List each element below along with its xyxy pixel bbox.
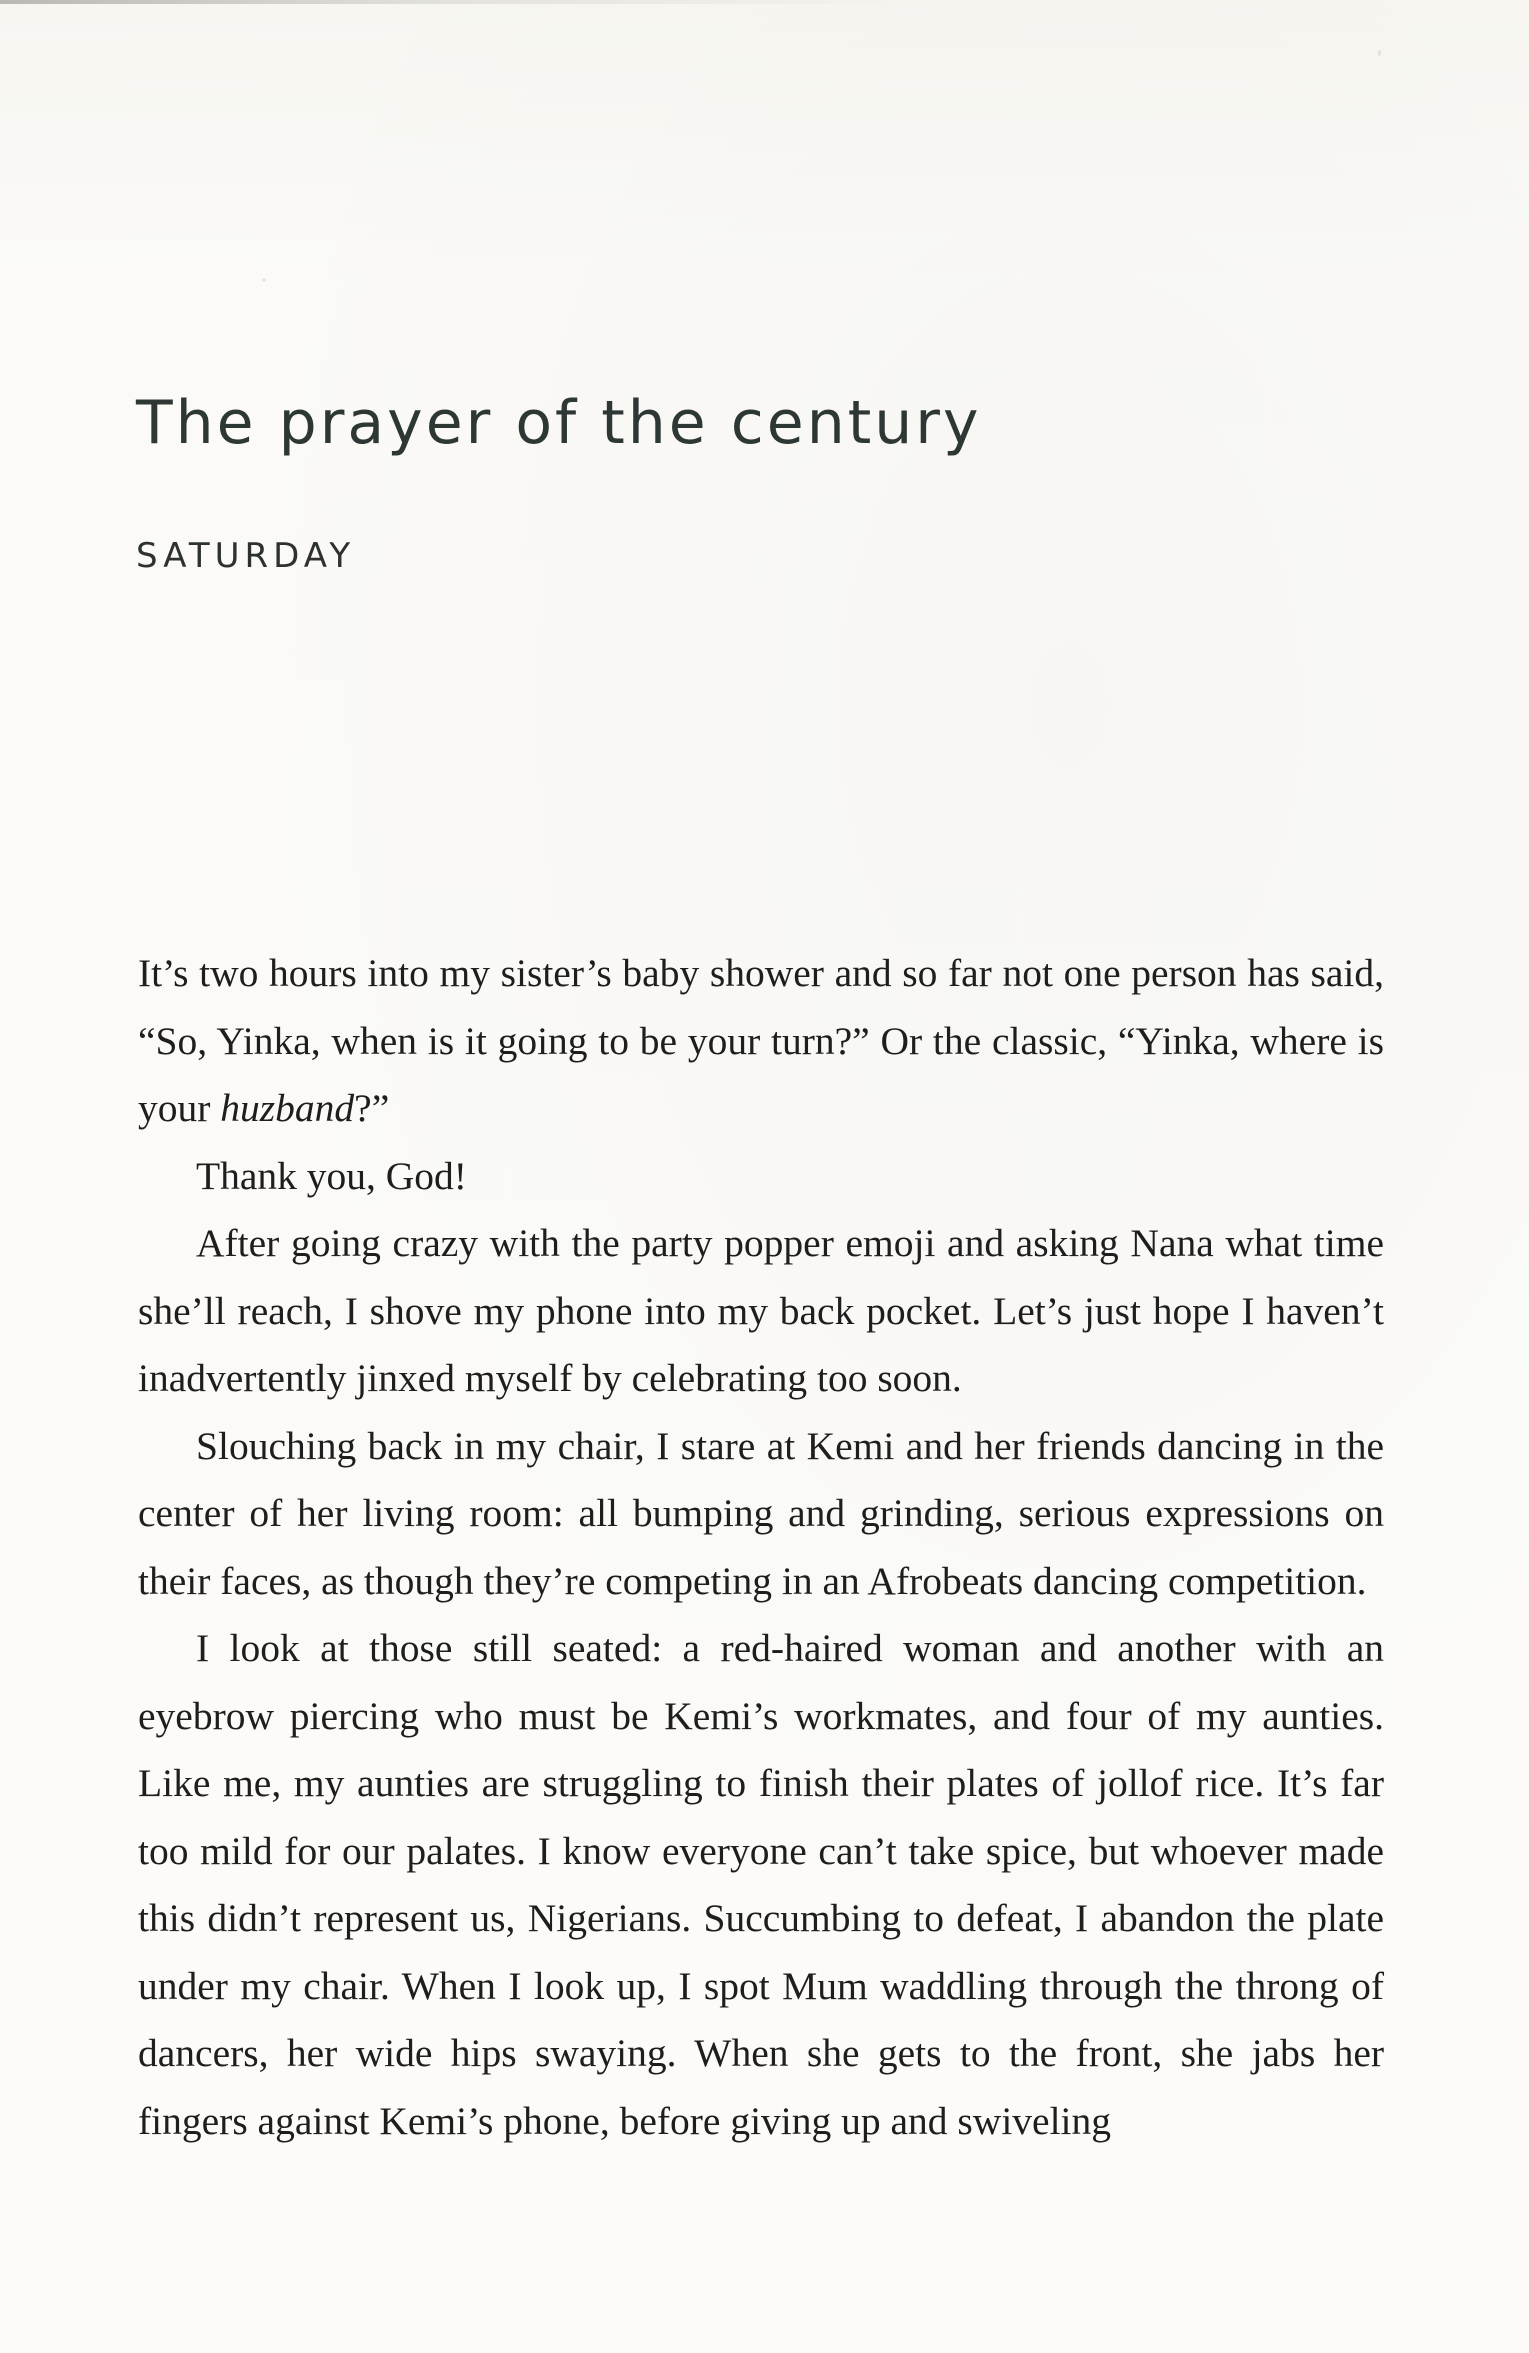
paper-speck bbox=[1378, 50, 1381, 56]
paper-speck bbox=[262, 278, 266, 282]
paragraph-text: After going crazy with the party popper emoji and asking Nana what time she’ll reach, I shove my phone into my back pocket. Let’s just hope I haven’t inadvertently jinxed myself by celebrating too soon. bbox=[138, 1221, 1384, 1400]
paragraph-text: Thank you, God! bbox=[196, 1153, 467, 1198]
chapter-title: The prayer of the century bbox=[136, 388, 982, 458]
paragraph-text: It’s two hours into my sister’s baby shower and so far not one person has said, “So, Yinka, when is it going to be your turn?” Or the classic, “Yinka, where is your bbox=[138, 951, 1384, 1130]
paragraph-text: I look at those still seated: a red-haired woman and another with an eyebrow piercing who must be Kemi’s workmates, and four of my aunties. Like me, my aunties are struggling to finish their plates of jollof rice. It’s far too mild for our palates. I know everyone can’t take spice, but whoever made this didn’t represent us, Nigerians. Succumbing to defeat, I abandon the plate under my chair. When I look up, I spot Mum waddling through the throng of dancers, her wide hips swaying. When she gets to the front, she jabs her fingers against Kemi’s phone, before giving up and swiveling bbox=[138, 1626, 1384, 2143]
body-paragraph bbox=[138, 1615, 1384, 2155]
chapter-body-text bbox=[138, 940, 1384, 2155]
body-paragraph bbox=[138, 1210, 1384, 1413]
page-edge-shadow bbox=[0, 0, 1529, 4]
paragraph-text: Slouching back in my chair, I stare at Kemi and her friends dancing in the center of her living room: all bumping and grinding, serious expressions on their faces, as though they’re competing in an Afrobeats dancing competition. bbox=[138, 1423, 1384, 1603]
body-paragraph bbox=[138, 1413, 1384, 1616]
italic-text: huzband bbox=[220, 1086, 355, 1130]
body-paragraph bbox=[138, 1143, 1384, 1211]
paragraph-text: ?” bbox=[354, 1086, 390, 1130]
body-paragraph bbox=[138, 940, 1384, 1143]
chapter-day-label: SATURDAY bbox=[136, 536, 356, 576]
